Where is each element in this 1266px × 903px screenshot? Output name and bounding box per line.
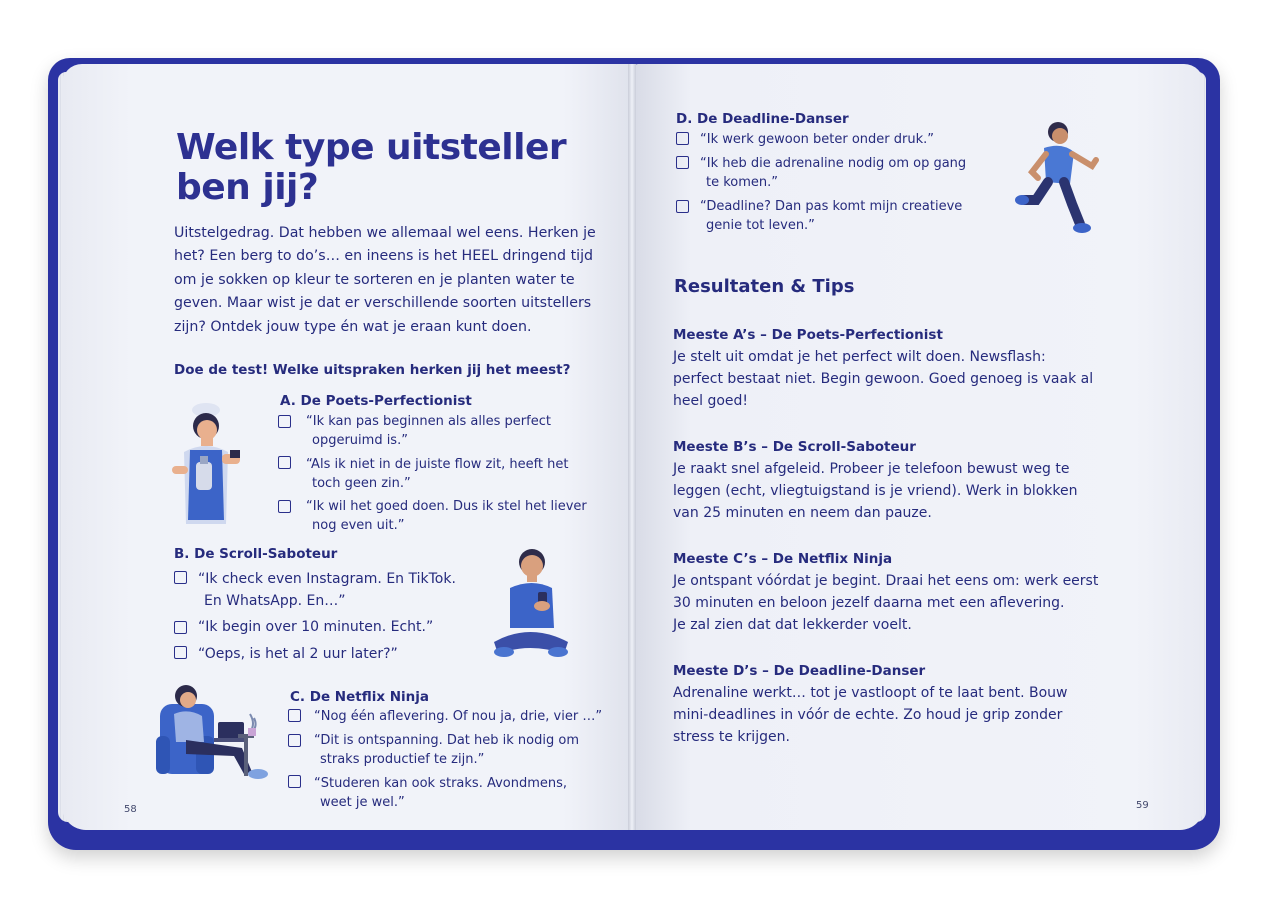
result-line: van 25 minuten en neem dan pauze. [673, 505, 932, 522]
result-line: heel goed! [673, 393, 749, 410]
result-d [673, 660, 1133, 749]
result-body [673, 346, 1133, 413]
checkbox-b2[interactable] [174, 621, 187, 634]
statement-c2 [314, 731, 579, 769]
statement-c1 [314, 707, 602, 726]
page-title [176, 128, 606, 208]
statement-b1 [198, 568, 456, 612]
result-heading: Meeste B’s – De Scroll-Saboteur [673, 439, 916, 455]
result-c [673, 548, 1133, 637]
statement-line: genie tot leven.” [706, 218, 815, 233]
checkbox-c2[interactable] [288, 734, 301, 747]
intro-line: geven. Maar wist je dat er verschillende soorten uitstellers [174, 295, 592, 312]
section-c-heading: C. De Netflix Ninja [290, 689, 430, 705]
statement-line: “Als ik niet in de juiste flow zit, heeft het [306, 457, 569, 472]
result-line: perfect bestaat niet. Begin gewoon. Goed genoeg is vaak al [673, 371, 1094, 388]
statement-line: “Nog één aflevering. Of nou ja, drie, vier …” [314, 709, 603, 724]
title-line-2: ben jij? [176, 167, 319, 208]
result-body [673, 682, 1133, 749]
checkbox-d2[interactable] [676, 156, 689, 169]
statement-line: nog even uit.” [312, 518, 405, 533]
statement-line: “Ik begin over 10 minuten. Echt.” [198, 619, 434, 635]
statement-d2 [700, 154, 966, 192]
statement-d1 [700, 130, 934, 149]
section-d-heading: D. De Deadline-Danser [676, 111, 849, 127]
statement-c3 [314, 774, 567, 812]
statement-b3 [198, 645, 398, 664]
intro-line: om je sokken op kleur te sorteren en je planten water te [174, 271, 575, 288]
page-number-right: 59 [1136, 800, 1149, 811]
checkbox-b1[interactable] [174, 571, 187, 584]
intro-line: het? Een berg to do’s… en ineens is het HEEL dringend tijd [174, 248, 594, 265]
statement-line: “Ik werk gewoon beter onder druk.” [700, 132, 934, 147]
result-a [673, 324, 1133, 413]
result-body [673, 570, 1133, 637]
result-heading: Meeste C’s – De Netflix Ninja [673, 551, 893, 567]
checkbox-a3[interactable] [278, 500, 291, 513]
result-line: Je zal zien dat dat lekkerder voelt. [673, 617, 912, 634]
result-line: stress te krijgen. [673, 729, 790, 746]
intro-line: zijn? Ontdek jouw type én wat je eraan kunt doen. [174, 318, 532, 335]
intro-paragraph [174, 222, 604, 339]
statement-a1 [306, 412, 551, 450]
statement-line: “Studeren kan ook straks. Avondmens, [314, 776, 568, 791]
statement-line: “Dit is ontspanning. Dat heb ik nodig om [314, 733, 579, 748]
result-line: mini-deadlines in vóór de echte. Zo houd je grip zonder [673, 707, 1063, 724]
statement-line: opgeruimd is.” [312, 433, 408, 448]
statement-line: “Oeps, is het al 2 uur later?” [198, 646, 398, 662]
checkbox-c1[interactable] [288, 709, 301, 722]
result-line: Je raakt snel afgeleid. Probeer je telefoon bewust weg te [673, 461, 1070, 477]
checkbox-d3[interactable] [676, 200, 689, 213]
result-line: Je stelt uit omdat je het perfect wilt doen. Newsflash: [673, 349, 1046, 365]
cleaner-illustration [166, 400, 246, 524]
statement-line: “Deadline? Dan pas komt mijn creatieve [700, 199, 963, 214]
results-title: Resultaten & Tips [674, 276, 855, 297]
result-line: leggen (echt, vliegtuigstand is je vriend). Werk in blokken [673, 483, 1078, 500]
statement-d3 [700, 197, 962, 235]
book-spine [628, 64, 636, 830]
checkbox-b3[interactable] [174, 646, 187, 659]
result-line: Je ontspant vóórdat je begint. Draai het eens om: werk eerst [673, 573, 1099, 589]
statement-line: “Ik heb die adrenaline nodig om op gang [700, 156, 967, 171]
armchair-laptop-illustration [156, 684, 272, 784]
checkbox-a2[interactable] [278, 456, 291, 469]
result-line: 30 minuten en beloon jezelf daarna met een aflevering. [673, 595, 1065, 612]
section-a-heading: A. De Poets-Perfectionist [280, 393, 472, 409]
statement-b2 [198, 618, 433, 637]
quiz-question: Doe de test! Welke uitspraken herken jij het meest? [174, 362, 571, 378]
statement-line: te komen.” [706, 175, 779, 190]
statement-a3 [306, 497, 587, 535]
checkbox-a1[interactable] [278, 415, 291, 428]
page-number-left: 58 [124, 804, 137, 815]
statement-line: En WhatsApp. En…” [204, 593, 346, 609]
result-line: Adrenaline werkt… tot je vastloopt of te laat bent. Bouw [673, 685, 1068, 701]
section-b-heading: B. De Scroll-Saboteur [174, 546, 338, 562]
result-heading: Meeste D’s – De Deadline-Danser [673, 663, 926, 679]
statement-line: weet je wel.” [320, 795, 405, 810]
result-heading: Meeste A’s – De Poets-Perfectionist [673, 327, 943, 343]
title-line-1: Welk type uitsteller [176, 127, 567, 168]
intro-line: Uitstelgedrag. Dat hebben we allemaal wel eens. Herken je [174, 225, 596, 241]
statement-line: “Ik kan pas beginnen als alles perfect [306, 414, 551, 429]
statement-line: “Ik wil het goed doen. Dus ik stel het liever [306, 499, 587, 514]
statement-line: straks productief te zijn.” [320, 752, 485, 767]
running-man-illustration [1014, 120, 1100, 236]
result-body [673, 458, 1133, 525]
checkbox-d1[interactable] [676, 132, 689, 145]
statement-line: “Ik check even Instagram. En TikTok. [198, 571, 456, 587]
statement-line: toch geen zin.” [312, 476, 411, 491]
statement-a2 [306, 455, 569, 493]
phone-user-illustration [490, 544, 572, 664]
result-b [673, 436, 1133, 525]
checkbox-c3[interactable] [288, 775, 301, 788]
